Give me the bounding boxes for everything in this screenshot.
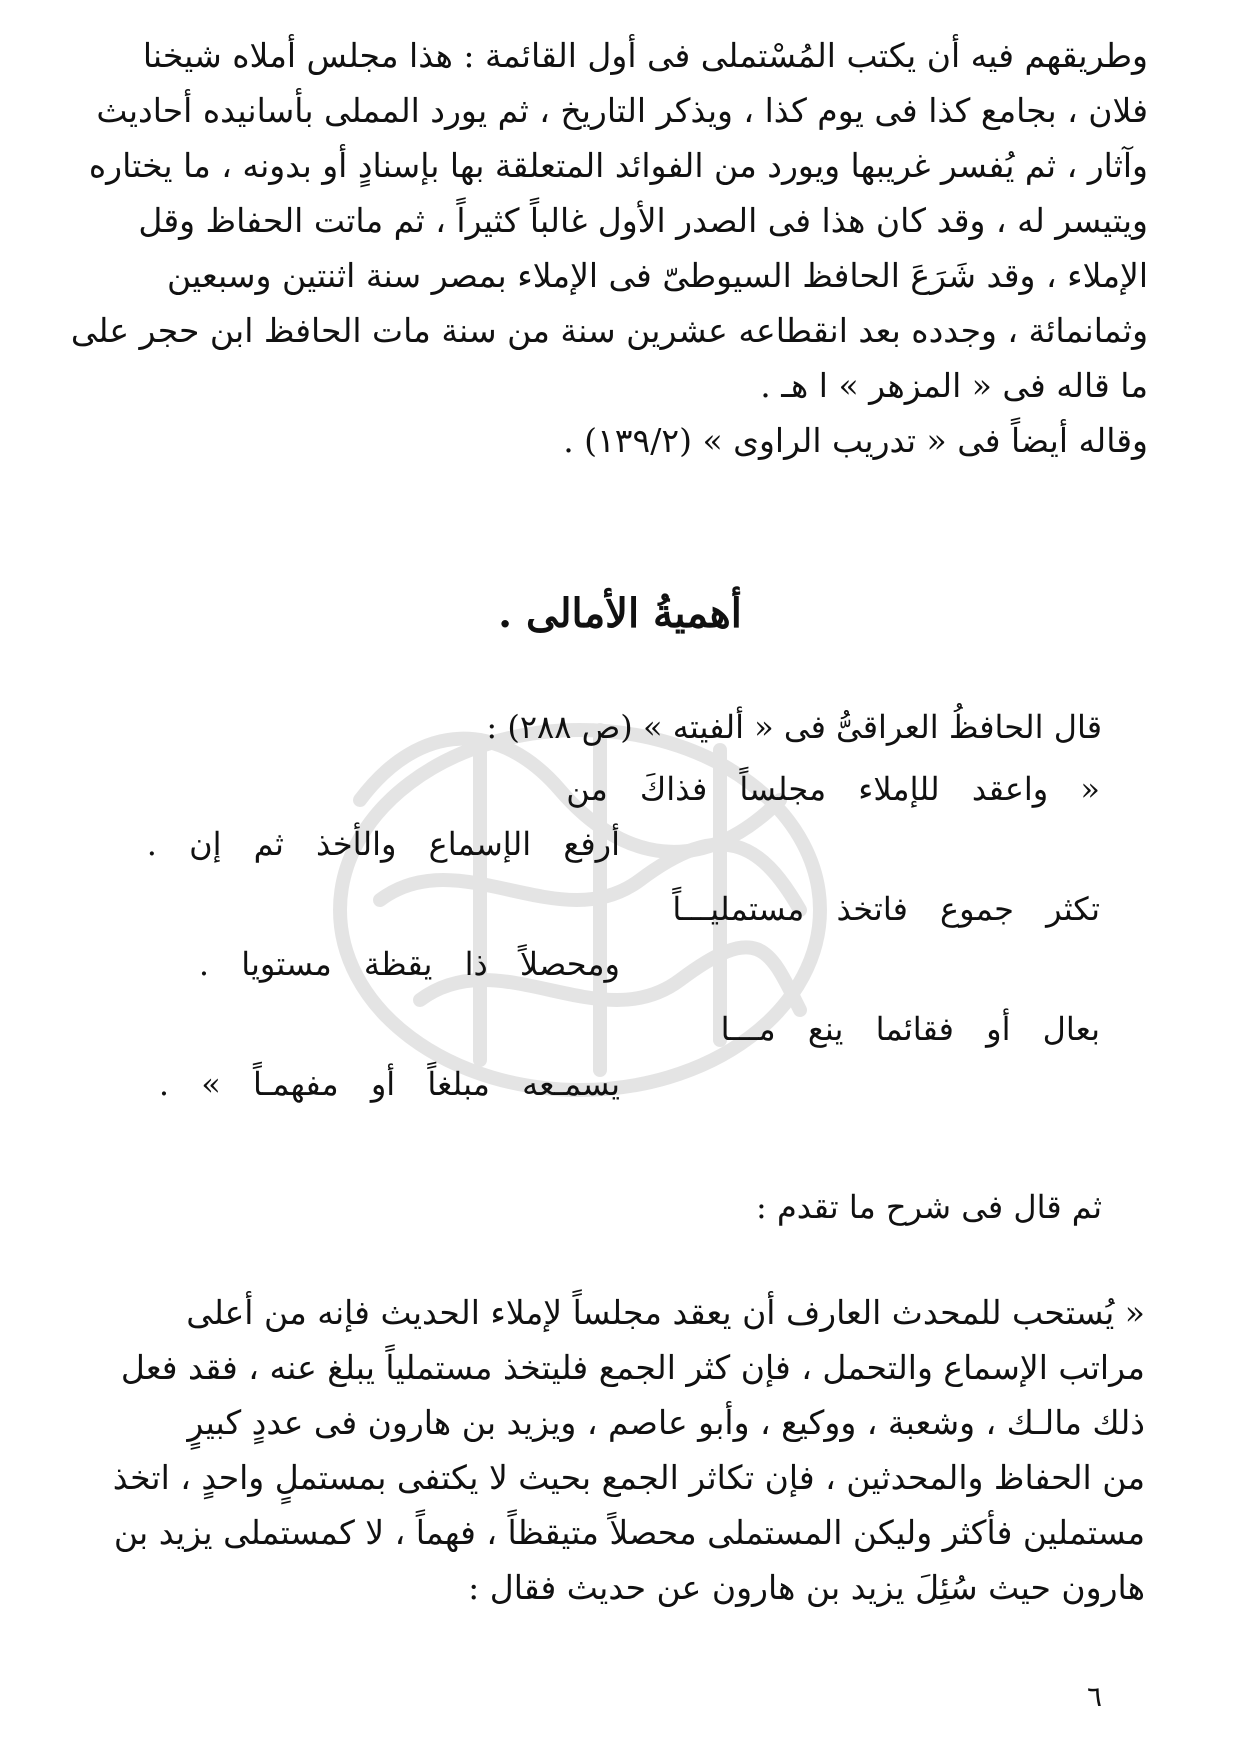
- intro-paragraph: [70, 28, 1148, 468]
- explanation-paragraph: [110, 1285, 1145, 1615]
- explanation-introduction: ثم قال فى شرح ما تقدم :: [756, 1188, 1102, 1226]
- page-number: ٦: [1086, 1680, 1102, 1713]
- verse-hemistich-second: ومحصلاً ذا يقظة مستويا .: [198, 945, 620, 983]
- text-line: وقاله أيضاً فى « تدريب الراوى » (١٣٩/٢) .: [563, 421, 1148, 460]
- verse-hemistich-first: « واعقد للإملاء مجلساً فذاكَ من: [566, 770, 1100, 808]
- text-line: مستملين فأكثر وليكن المستملى محصلاً متيقظاً ، فهماً ، لا كمستملى يزيد بن: [113, 1513, 1145, 1552]
- text-line: ما قاله فى « المزهر » ا هـ .: [760, 366, 1148, 405]
- text-line: « يُستحب للمحدث العارف أن يعقد مجلساً لإملاء الحديث فإنه من أعلى: [186, 1293, 1145, 1332]
- text-line: ذلك مالـك ، وشعبة ، ووكيع ، وأبو عاصم ، ويزيد بن هارون فى عددٍ كبيرٍ: [187, 1403, 1145, 1442]
- text-line: من الحفاظ والمحدثين ، فإن تكاثر الجمع بحيث لا يكتفى بمستملٍ واحدٍ ، اتخذ: [112, 1458, 1145, 1497]
- text-line: مراتب الإسماع والتحمل ، فإن كثر الجمع فليتخذ مستملياً يبلغ عنه ، فقد فعل: [120, 1348, 1145, 1387]
- text-line: فلان ، بجامع كذا فى يوم كذا ، ويذكر التاريخ ، ثم يورد المملى بأسانيده أحاديث: [96, 91, 1148, 130]
- quote-introduction: قال الحافظُ العراقىُّ فى « ألفيته » (ص ٢٨٨) :: [486, 708, 1102, 746]
- text-line: ويتيسر له ، وقد كان هذا فى الصدر الأول غالباً كثيراً ، ثم ماتت الحفاظ وقل: [138, 201, 1148, 240]
- verse-hemistich-second: يسمـعه مبلغاً أو مفهمـاً » .: [158, 1065, 620, 1103]
- verse-hemistich-first: بعال أو فقائما ينع مـــا: [720, 1010, 1100, 1048]
- section-heading: أهميةُ الأمالى .: [498, 590, 742, 637]
- text-line: وثمانمائة ، وجدده بعد انقطاعه عشرين سنة من سنة مات الحافظ ابن حجر على: [70, 311, 1148, 350]
- text-line: الإملاء ، وقد شَرَعَ الحافظ السيوطىّ فى الإملاء بمصر سنة اثنتين وسبعين: [166, 256, 1148, 295]
- text-line: وطريقهم فيه أن يكتب المُسْتملى فى أول القائمة : هذا مجلس أملاه شيخنا: [142, 36, 1148, 75]
- text-line: هارون حيث سُئِلَ يزيد بن هارون عن حديث فقال :: [468, 1568, 1145, 1607]
- verse-hemistich-first: تكثر جموع فاتخذ مستمليـــاً: [672, 890, 1100, 928]
- verse-hemistich-second: أرفع الإسماع والأخذ ثم إن .: [146, 825, 620, 863]
- text-line: وآثار ، ثم يُفسر غريبها ويورد من الفوائد المتعلقة بها بإسنادٍ أو بدونه ، ما يختاره: [88, 146, 1148, 185]
